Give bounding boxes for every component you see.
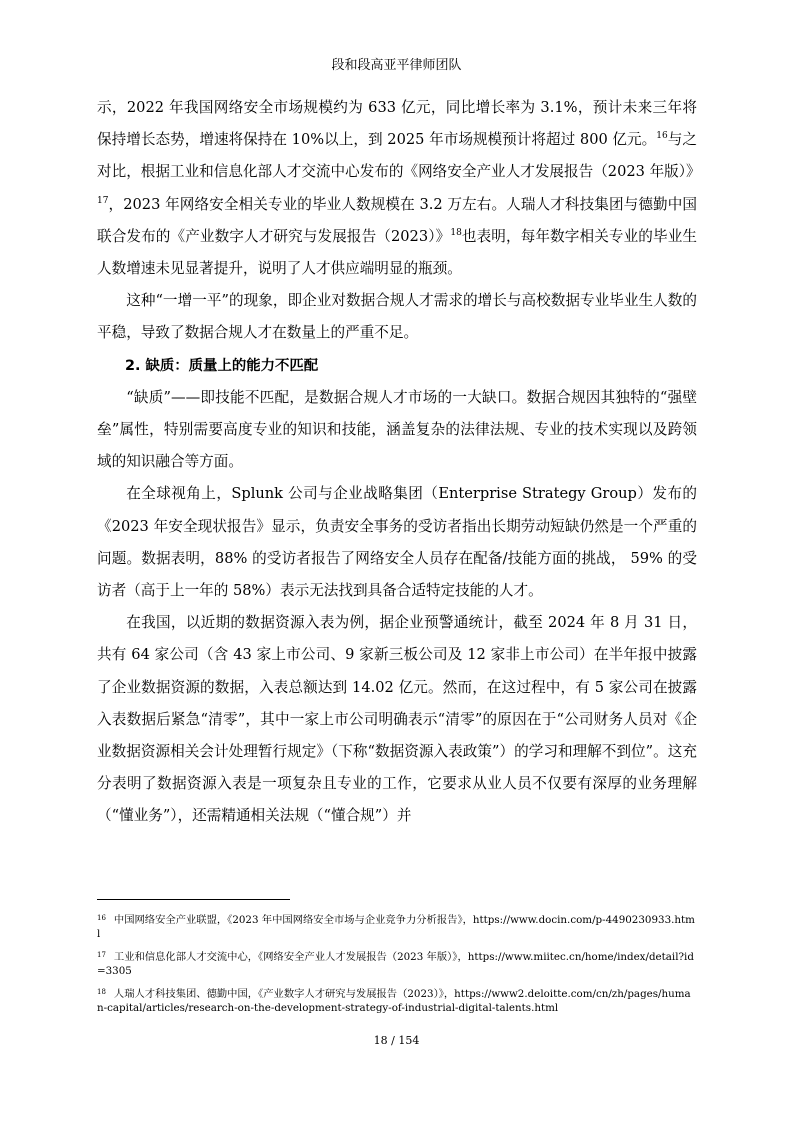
footnote-17 — [97, 948, 697, 978]
footnote-number: 17 — [97, 951, 106, 959]
footnote-text[interactable]: 工业和信息化部人才交流中心，《网络安全产业人才发展报告（2023 年版）》，https://www.miitec.cn/home/index/detail?id=3305 — [97, 951, 694, 977]
footnotes — [97, 911, 697, 1022]
footnote-number: 18 — [97, 988, 106, 996]
paragraph-text: 与之对比，根据工业和信息化部人才交流中心发布的《网络安全产业人才发展报告（2023 年版）》 — [97, 131, 701, 181]
footnote-text[interactable]: 中国网络安全产业联盟，《2023 年中国网络安全市场与企业竞争力分析报告》，https://www.docin.com/p-4490230933.html — [97, 914, 695, 940]
running-header: 段和段高亚平律师团队 — [331, 58, 462, 73]
footnote-number: 16 — [97, 914, 106, 922]
paragraph-skill-mismatch: “缺质”——即技能不匹配，是数据合规人才市场的一大缺口。数据合规因其独特的“强壁垒”属性，特别需要高度专业的知识和技能，涵盖复杂的法律法规、专业的技术实现以及跨领域的知识融合等方面。 — [97, 388, 697, 471]
footnote-ref-16[interactable]: 16 — [656, 131, 668, 142]
footnote-16 — [97, 911, 697, 941]
main-text — [97, 92, 701, 833]
paragraph-text: 示，2022 年我国网络安全市场规模约为 633 亿元，同比增长率为 3.1%，预计未来三年将保持增长态势，增速将保持在 10%以上，到 2025 年市场规模预计将超过 800 亿元。 — [97, 99, 697, 149]
paragraph-global-view: 在全球视角上，Splunk 公司与企业战略集团（Enterprise Strategy Group）发布的《2023 年安全现状报告》显示，负责安全事务的受访者指出长期劳动短缺仍然是一个严重的问题。数据表明，88% 的受访者报告了网络安全人员存在配备/技能方面的挑战， 59% 的受访者（高于上一年的 58%）表示无法找到具备合适特定技能的人才。 — [97, 485, 697, 600]
footnote-ref-17[interactable]: 17 — [97, 195, 109, 206]
paragraph-domestic-view: 在我国，以近期的数据资源入表为例，据企业预警通统计，截至 2024 年 8 月 31 日，共有 64 家公司（含 43 家上市公司、9 家新三板公司及 12 家非上市公司）在半年报中披露了企业数据资源的数据，入表总额达到 14.02 亿元。然而，在这过程中，有 5 家公司在披露入表数据后紧急“清零”，其中一家上市公司明确表示“清零”的原因在于“公司财务人员对《企业数据资源相关会计处理暂行规定》（下称“数据资源入表政策”）的学习和理解不到位”。这充分表明了数据资源入表是一项复杂且专业的工作，它要求从业人员不仅要有深厚的业务理解（“懂业务”），还需精通相关法规（“懂合规”）并 — [97, 614, 697, 825]
section-heading: 2. 缺质：质量上的能力不匹配 — [125, 357, 319, 374]
paragraph-text: 也表明，每年数字相关专业的毕业生人数增速未见显著提升，说明了人才供应端明显的瓶颈。 — [97, 227, 697, 278]
footnote-18 — [97, 985, 697, 1015]
paragraph-quantity-gap: 这种“一增一平”的现象，即企业对数据合规人才需求的增长与高校数据专业毕业生人数的平稳，导致了数据合规人才在数量上的严重不足。 — [97, 292, 697, 342]
footnote-divider — [97, 899, 290, 900]
footnote-text[interactable]: 人瑞人才科技集团、德勤中国，《产业数字人才研究与发展报告（2023）》，https://www2.deloitte.com/cn/zh/pages/human-capital/articles/research-on-the-development-strategy-of-industrial-digital-talents.html — [97, 988, 691, 1014]
footnote-ref-18[interactable]: 18 — [450, 227, 462, 238]
page-number: 18 / 154 — [373, 1034, 420, 1047]
paragraph-text: ，2023 年网络安全相关专业的毕业人数规模在 3.2 万左右。人瑞人才科技集团与德勤中国联合发布的《产业数字人才研究与发展报告（2023）》 — [97, 195, 697, 245]
paragraph-market-size — [97, 92, 701, 285]
